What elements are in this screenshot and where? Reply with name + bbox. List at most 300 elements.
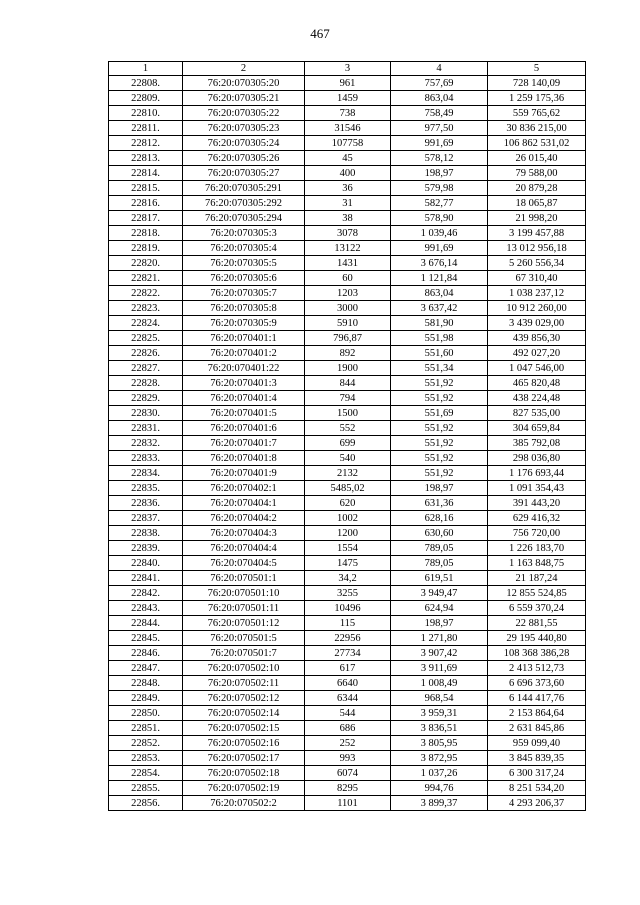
area-cell: 8295: [305, 781, 391, 796]
column-header: 5: [488, 62, 586, 76]
row-number-cell: 22854.: [109, 766, 183, 781]
rate-cell: 581,90: [391, 316, 488, 331]
value-cell: 2 413 512,73: [488, 661, 586, 676]
rate-cell: 551,92: [391, 421, 488, 436]
row-number-cell: 22818.: [109, 226, 183, 241]
value-cell: 728 140,09: [488, 76, 586, 91]
cadastral-number-cell: 76:20:070305:23: [183, 121, 305, 136]
area-cell: 1431: [305, 256, 391, 271]
rate-cell: 863,04: [391, 91, 488, 106]
table-row: [109, 736, 586, 751]
value-cell: 1 163 848,75: [488, 556, 586, 571]
row-number-cell: 22817.: [109, 211, 183, 226]
table-row: [109, 766, 586, 781]
table-row: [109, 421, 586, 436]
row-number-cell: 22835.: [109, 481, 183, 496]
area-cell: 34,2: [305, 571, 391, 586]
area-cell: 2132: [305, 466, 391, 481]
row-number-cell: 22816.: [109, 196, 183, 211]
table-row: [109, 691, 586, 706]
value-cell: 2 631 845,86: [488, 721, 586, 736]
row-number-cell: 22831.: [109, 421, 183, 436]
value-cell: 1 259 175,36: [488, 91, 586, 106]
area-cell: 796,87: [305, 331, 391, 346]
cadastral-number-cell: 76:20:070502:2: [183, 796, 305, 811]
rate-cell: 619,51: [391, 571, 488, 586]
value-cell: 6 696 373,60: [488, 676, 586, 691]
table-row: [109, 76, 586, 91]
table-row: [109, 316, 586, 331]
row-number-cell: 22841.: [109, 571, 183, 586]
cadastral-number-cell: 76:20:070401:22: [183, 361, 305, 376]
area-cell: 1203: [305, 286, 391, 301]
row-number-cell: 22822.: [109, 286, 183, 301]
value-cell: 10 912 260,00: [488, 301, 586, 316]
rate-cell: 1 121,84: [391, 271, 488, 286]
table-row: [109, 511, 586, 526]
row-number-cell: 22825.: [109, 331, 183, 346]
cadastral-number-cell: 76:20:070401:1: [183, 331, 305, 346]
rate-cell: 198,97: [391, 616, 488, 631]
area-cell: 27734: [305, 646, 391, 661]
table-row: [109, 631, 586, 646]
cadastral-number-cell: 76:20:070305:6: [183, 271, 305, 286]
table-row: [109, 661, 586, 676]
row-number-cell: 22849.: [109, 691, 183, 706]
rate-cell: 3 836,51: [391, 721, 488, 736]
value-cell: 108 368 386,28: [488, 646, 586, 661]
rate-cell: 551,69: [391, 406, 488, 421]
cadastral-number-cell: 76:20:070305:3: [183, 226, 305, 241]
area-cell: 544: [305, 706, 391, 721]
area-cell: 6344: [305, 691, 391, 706]
table-row: [109, 526, 586, 541]
cadastral-number-cell: 76:20:070305:27: [183, 166, 305, 181]
area-cell: 6640: [305, 676, 391, 691]
row-number-cell: 22814.: [109, 166, 183, 181]
cadastral-number-cell: 76:20:070305:8: [183, 301, 305, 316]
rate-cell: 991,69: [391, 136, 488, 151]
table-row: [109, 136, 586, 151]
row-number-cell: 22809.: [109, 91, 183, 106]
value-cell: 6 559 370,24: [488, 601, 586, 616]
rate-cell: 3 899,37: [391, 796, 488, 811]
row-number-cell: 22851.: [109, 721, 183, 736]
area-cell: 1475: [305, 556, 391, 571]
cadastral-number-cell: 76:20:070502:12: [183, 691, 305, 706]
value-cell: 756 720,00: [488, 526, 586, 541]
cadastral-number-cell: 76:20:070502:11: [183, 676, 305, 691]
cadastral-number-cell: 76:20:070502:15: [183, 721, 305, 736]
area-cell: 22956: [305, 631, 391, 646]
value-cell: 1 038 237,12: [488, 286, 586, 301]
cadastral-number-cell: 76:20:070305:20: [183, 76, 305, 91]
cadastral-number-cell: 76:20:070404:3: [183, 526, 305, 541]
row-number-cell: 22826.: [109, 346, 183, 361]
rate-cell: 551,92: [391, 436, 488, 451]
cadastral-number-cell: 76:20:070305:7: [183, 286, 305, 301]
area-cell: 686: [305, 721, 391, 736]
cadastral-number-cell: 76:20:070401:2: [183, 346, 305, 361]
cadastral-number-cell: 76:20:070401:3: [183, 376, 305, 391]
value-cell: 391 443,20: [488, 496, 586, 511]
value-cell: 30 836 215,00: [488, 121, 586, 136]
row-number-cell: 22808.: [109, 76, 183, 91]
cadastral-number-cell: 76:20:070502:19: [183, 781, 305, 796]
rate-cell: 3 959,31: [391, 706, 488, 721]
row-number-cell: 22832.: [109, 436, 183, 451]
value-cell: 26 015,40: [488, 151, 586, 166]
value-cell: 298 036,80: [488, 451, 586, 466]
cadastral-number-cell: 76:20:070305:22: [183, 106, 305, 121]
value-cell: 29 195 440,80: [488, 631, 586, 646]
row-number-cell: 22838.: [109, 526, 183, 541]
rate-cell: 578,90: [391, 211, 488, 226]
table-row: [109, 211, 586, 226]
value-cell: 492 027,20: [488, 346, 586, 361]
value-cell: 1 176 693,44: [488, 466, 586, 481]
table-row: [109, 571, 586, 586]
value-cell: 3 439 029,00: [488, 316, 586, 331]
table-row: [109, 301, 586, 316]
rate-cell: 977,50: [391, 121, 488, 136]
cadastral-number-cell: 76:20:070404:4: [183, 541, 305, 556]
cadastral-number-cell: 76:20:070502:17: [183, 751, 305, 766]
rate-cell: 758,49: [391, 106, 488, 121]
rate-cell: 789,05: [391, 541, 488, 556]
value-cell: 6 300 317,24: [488, 766, 586, 781]
value-cell: 106 862 531,02: [488, 136, 586, 151]
area-cell: 844: [305, 376, 391, 391]
cadastral-number-cell: 76:20:070501:11: [183, 601, 305, 616]
table-row: [109, 376, 586, 391]
area-cell: 107758: [305, 136, 391, 151]
row-number-cell: 22836.: [109, 496, 183, 511]
cadastral-number-cell: 76:20:070401:4: [183, 391, 305, 406]
rate-cell: 630,60: [391, 526, 488, 541]
area-cell: 45: [305, 151, 391, 166]
area-cell: 10496: [305, 601, 391, 616]
rate-cell: 789,05: [391, 556, 488, 571]
area-cell: 252: [305, 736, 391, 751]
table-row: [109, 286, 586, 301]
row-number-cell: 22821.: [109, 271, 183, 286]
table-row: [109, 496, 586, 511]
table-row: [109, 271, 586, 286]
table-row: [109, 541, 586, 556]
area-cell: 31546: [305, 121, 391, 136]
table-row: [109, 361, 586, 376]
cadastral-number-cell: 76:20:070401:5: [183, 406, 305, 421]
row-number-cell: 22829.: [109, 391, 183, 406]
data-table: [108, 61, 586, 811]
table-header-row: [109, 62, 586, 76]
cadastral-number-cell: 76:20:070501:10: [183, 586, 305, 601]
row-number-cell: 22823.: [109, 301, 183, 316]
row-number-cell: 22812.: [109, 136, 183, 151]
row-number-cell: 22833.: [109, 451, 183, 466]
column-header: 2: [183, 62, 305, 76]
row-number-cell: 22824.: [109, 316, 183, 331]
area-cell: 1101: [305, 796, 391, 811]
table-row: [109, 601, 586, 616]
row-number-cell: 22837.: [109, 511, 183, 526]
cadastral-number-cell: 76:20:070502:16: [183, 736, 305, 751]
area-cell: 5910: [305, 316, 391, 331]
cadastral-number-cell: 76:20:070401:6: [183, 421, 305, 436]
row-number-cell: 22845.: [109, 631, 183, 646]
row-number-cell: 22853.: [109, 751, 183, 766]
value-cell: 67 310,40: [488, 271, 586, 286]
table-row: [109, 196, 586, 211]
table-row: [109, 556, 586, 571]
value-cell: 13 012 956,18: [488, 241, 586, 256]
area-cell: 31: [305, 196, 391, 211]
table-row: [109, 751, 586, 766]
area-cell: 36: [305, 181, 391, 196]
cadastral-number-cell: 76:20:070502:18: [183, 766, 305, 781]
row-number-cell: 22850.: [109, 706, 183, 721]
value-cell: 1 226 183,70: [488, 541, 586, 556]
row-number-cell: 22844.: [109, 616, 183, 631]
cadastral-number-cell: 76:20:070305:4: [183, 241, 305, 256]
table-row: [109, 391, 586, 406]
cadastral-number-cell: 76:20:070401:9: [183, 466, 305, 481]
rate-cell: 631,36: [391, 496, 488, 511]
cadastral-number-cell: 76:20:070404:1: [183, 496, 305, 511]
area-cell: 13122: [305, 241, 391, 256]
value-cell: 959 099,40: [488, 736, 586, 751]
row-number-cell: 22819.: [109, 241, 183, 256]
cadastral-number-cell: 76:20:070404:5: [183, 556, 305, 571]
row-number-cell: 22842.: [109, 586, 183, 601]
table-row: [109, 151, 586, 166]
table-row: [109, 781, 586, 796]
area-cell: 961: [305, 76, 391, 91]
cadastral-number-cell: 76:20:070305:24: [183, 136, 305, 151]
table-row: [109, 646, 586, 661]
value-cell: 5 260 556,34: [488, 256, 586, 271]
cadastral-number-cell: 76:20:070305:26: [183, 151, 305, 166]
table-row: [109, 706, 586, 721]
value-cell: 385 792,08: [488, 436, 586, 451]
table-row: [109, 436, 586, 451]
table-row: [109, 91, 586, 106]
area-cell: 1900: [305, 361, 391, 376]
row-number-cell: 22830.: [109, 406, 183, 421]
value-cell: 1 091 354,43: [488, 481, 586, 496]
value-cell: 8 251 534,20: [488, 781, 586, 796]
area-cell: 3000: [305, 301, 391, 316]
row-number-cell: 22840.: [109, 556, 183, 571]
value-cell: 3 845 839,35: [488, 751, 586, 766]
rate-cell: 624,94: [391, 601, 488, 616]
row-number-cell: 22848.: [109, 676, 183, 691]
table-row: [109, 676, 586, 691]
cadastral-number-cell: 76:20:070501:12: [183, 616, 305, 631]
value-cell: 559 765,62: [488, 106, 586, 121]
row-number-cell: 22815.: [109, 181, 183, 196]
rate-cell: 551,92: [391, 466, 488, 481]
rate-cell: 3 911,69: [391, 661, 488, 676]
table-row: [109, 241, 586, 256]
rate-cell: 3 805,95: [391, 736, 488, 751]
value-cell: 827 535,00: [488, 406, 586, 421]
cadastral-number-cell: 76:20:070501:1: [183, 571, 305, 586]
row-number-cell: 22828.: [109, 376, 183, 391]
area-cell: 5485,02: [305, 481, 391, 496]
table-row: [109, 331, 586, 346]
value-cell: 20 879,28: [488, 181, 586, 196]
value-cell: 18 065,87: [488, 196, 586, 211]
row-number-cell: 22813.: [109, 151, 183, 166]
area-cell: 1554: [305, 541, 391, 556]
rate-cell: 551,98: [391, 331, 488, 346]
cadastral-number-cell: 76:20:070404:2: [183, 511, 305, 526]
value-cell: 629 416,32: [488, 511, 586, 526]
column-header: 3: [305, 62, 391, 76]
table-row: [109, 586, 586, 601]
rate-cell: 551,92: [391, 376, 488, 391]
rate-cell: 3 872,95: [391, 751, 488, 766]
rate-cell: 3 907,42: [391, 646, 488, 661]
rate-cell: 1 008,49: [391, 676, 488, 691]
row-number-cell: 22855.: [109, 781, 183, 796]
row-number-cell: 22843.: [109, 601, 183, 616]
row-number-cell: 22856.: [109, 796, 183, 811]
cadastral-number-cell: 76:20:070305:9: [183, 316, 305, 331]
cadastral-number-cell: 76:20:070305:291: [183, 181, 305, 196]
cadastral-number-cell: 76:20:070502:14: [183, 706, 305, 721]
value-cell: 21 187,24: [488, 571, 586, 586]
area-cell: 1500: [305, 406, 391, 421]
table-row: [109, 106, 586, 121]
cadastral-number-cell: 76:20:070401:8: [183, 451, 305, 466]
cadastral-number-cell: 76:20:070402:1: [183, 481, 305, 496]
area-cell: 552: [305, 421, 391, 436]
rate-cell: 3 637,42: [391, 301, 488, 316]
area-cell: 115: [305, 616, 391, 631]
rate-cell: 3 949,47: [391, 586, 488, 601]
rate-cell: 994,76: [391, 781, 488, 796]
table-row: [109, 256, 586, 271]
value-cell: 1 047 546,00: [488, 361, 586, 376]
area-cell: 892: [305, 346, 391, 361]
area-cell: 617: [305, 661, 391, 676]
rate-cell: 579,98: [391, 181, 488, 196]
table-row: [109, 721, 586, 736]
area-cell: 1200: [305, 526, 391, 541]
rate-cell: 757,69: [391, 76, 488, 91]
value-cell: 438 224,48: [488, 391, 586, 406]
rate-cell: 991,69: [391, 241, 488, 256]
cadastral-number-cell: 76:20:070501:5: [183, 631, 305, 646]
rate-cell: 863,04: [391, 286, 488, 301]
page-number: 467: [310, 26, 330, 41]
column-header: 4: [391, 62, 488, 76]
rate-cell: 198,97: [391, 166, 488, 181]
row-number-cell: 22847.: [109, 661, 183, 676]
cadastral-number-cell: 76:20:070502:10: [183, 661, 305, 676]
table-row: [109, 226, 586, 241]
value-cell: 439 856,30: [488, 331, 586, 346]
rate-cell: 1 039,46: [391, 226, 488, 241]
table-row: [109, 166, 586, 181]
area-cell: 993: [305, 751, 391, 766]
value-cell: 22 881,55: [488, 616, 586, 631]
value-cell: 465 820,48: [488, 376, 586, 391]
rate-cell: 1 271,80: [391, 631, 488, 646]
area-cell: 699: [305, 436, 391, 451]
row-number-cell: 22820.: [109, 256, 183, 271]
value-cell: 304 659,84: [488, 421, 586, 436]
value-cell: 21 998,20: [488, 211, 586, 226]
value-cell: 4 293 206,37: [488, 796, 586, 811]
table-row: [109, 406, 586, 421]
area-cell: 620: [305, 496, 391, 511]
area-cell: 400: [305, 166, 391, 181]
rate-cell: 578,12: [391, 151, 488, 166]
table-row: [109, 481, 586, 496]
table-row: [109, 181, 586, 196]
row-number-cell: 22811.: [109, 121, 183, 136]
cadastral-number-cell: 76:20:070501:7: [183, 646, 305, 661]
rate-cell: 551,34: [391, 361, 488, 376]
row-number-cell: 22834.: [109, 466, 183, 481]
rate-cell: 968,54: [391, 691, 488, 706]
area-cell: 738: [305, 106, 391, 121]
table-row: [109, 121, 586, 136]
area-cell: 60: [305, 271, 391, 286]
cadastral-number-cell: 76:20:070305:292: [183, 196, 305, 211]
rate-cell: 628,16: [391, 511, 488, 526]
table-row: [109, 451, 586, 466]
cadastral-number-cell: 76:20:070305:5: [183, 256, 305, 271]
row-number-cell: 22839.: [109, 541, 183, 556]
value-cell: 3 199 457,88: [488, 226, 586, 241]
value-cell: 6 144 417,76: [488, 691, 586, 706]
value-cell: 2 153 864,64: [488, 706, 586, 721]
area-cell: 794: [305, 391, 391, 406]
row-number-cell: 22846.: [109, 646, 183, 661]
area-cell: 3078: [305, 226, 391, 241]
cadastral-number-cell: 76:20:070305:21: [183, 91, 305, 106]
rate-cell: 551,60: [391, 346, 488, 361]
cadastral-number-cell: 76:20:070401:7: [183, 436, 305, 451]
area-cell: 540: [305, 451, 391, 466]
value-cell: 79 588,00: [488, 166, 586, 181]
area-cell: 3255: [305, 586, 391, 601]
table-row: [109, 346, 586, 361]
row-number-cell: 22827.: [109, 361, 183, 376]
column-header: 1: [109, 62, 183, 76]
row-number-cell: 22852.: [109, 736, 183, 751]
area-cell: 1002: [305, 511, 391, 526]
rate-cell: 3 676,14: [391, 256, 488, 271]
table-row: [109, 616, 586, 631]
rate-cell: 198,97: [391, 481, 488, 496]
area-cell: 6074: [305, 766, 391, 781]
rate-cell: 582,77: [391, 196, 488, 211]
rate-cell: 551,92: [391, 451, 488, 466]
area-cell: 1459: [305, 91, 391, 106]
table-row: [109, 796, 586, 811]
cadastral-number-cell: 76:20:070305:294: [183, 211, 305, 226]
table-row: [109, 466, 586, 481]
rate-cell: 551,92: [391, 391, 488, 406]
row-number-cell: 22810.: [109, 106, 183, 121]
value-cell: 12 855 524,85: [488, 586, 586, 601]
